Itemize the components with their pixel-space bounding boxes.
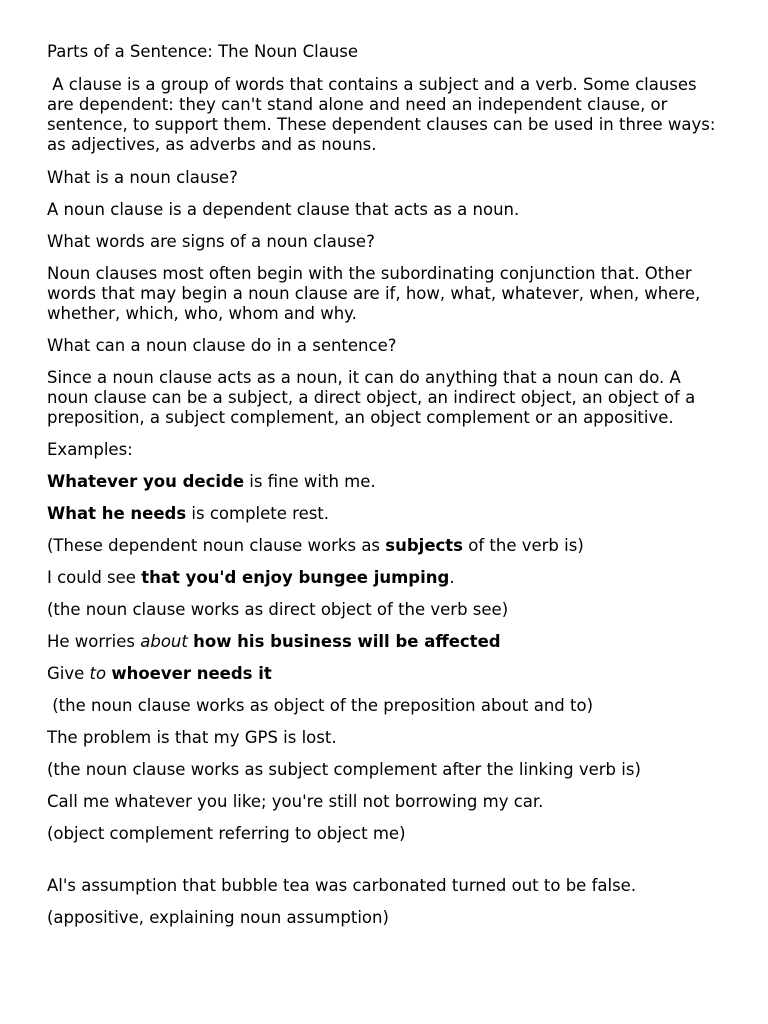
note-6: (appositive, explaining noun assumption) (47, 908, 389, 927)
example-8: Al's assumption that bubble tea was carbonated turned out to be false. (47, 876, 637, 895)
example-3-post: . (449, 568, 455, 587)
example-4-italic: about (140, 632, 188, 651)
note-2: (the noun clause works as direct object of the verb see) (47, 600, 509, 619)
example-5-italic: to (89, 664, 107, 683)
examples-label: Examples: (47, 440, 133, 459)
example-4-clause: how his business will be affected (193, 632, 501, 651)
example-1-clause: Whatever you decide (47, 472, 245, 491)
example-5-pre: Give (47, 664, 90, 683)
example-3-clause: that you'd enjoy bungee jumping (141, 568, 450, 587)
intro-paragraph: A clause is a group of words that contains a subject and a verb. Some clauses are dependent: they can't stand alone and need an independent clause, or sentence, to support them. These dependent clauses can be used in three ways: as adjectives, as adverbs and as nouns. (47, 75, 721, 154)
note-1-post: of the verb is) (463, 536, 584, 555)
example-4 (47, 632, 727, 652)
document-page (47, 42, 727, 940)
example-7: Call me whatever you like; you're still not borrowing my car. (47, 792, 544, 811)
note-3: (the noun clause works as object of the preposition about and to) (47, 696, 594, 715)
example-3-pre: I could see (47, 568, 142, 587)
document-title: Parts of a Sentence: The Noun Clause (47, 42, 359, 61)
note-4: (the noun clause works as subject complement after the linking verb is) (47, 760, 641, 779)
example-3 (47, 568, 727, 588)
example-2 (47, 504, 727, 524)
example-5-clause: whoever needs it (111, 664, 272, 683)
note-1 (47, 536, 727, 556)
question-uses: What can a noun clause do in a sentence? (47, 336, 397, 355)
note-1-bold: subjects (385, 536, 463, 555)
note-1-pre: (These dependent noun clause works as (47, 536, 386, 555)
example-4-pre: He worries (47, 632, 141, 651)
question-what-is: What is a noun clause? (47, 168, 238, 187)
example-6: The problem is that my GPS is lost. (47, 728, 337, 747)
example-5 (47, 664, 727, 684)
answer-what-is: A noun clause is a dependent clause that acts as a noun. (47, 200, 520, 219)
question-signs: What words are signs of a noun clause? (47, 232, 375, 251)
note-5: (object complement referring to object me) (47, 824, 406, 843)
example-1 (47, 472, 727, 492)
answer-uses: Since a noun clause acts as a noun, it can do anything that a noun can do. A noun clause can be a subject, a direct object, an indirect object, an object of a preposition, a subject complement, an object complement or an appositive. (47, 368, 701, 427)
example-2-clause: What he needs (47, 504, 187, 523)
example-2-rest: is complete rest. (186, 504, 330, 523)
example-1-rest: is fine with me. (244, 472, 376, 491)
answer-signs: Noun clauses most often begin with the subordinating conjunction that. Other words that may begin a noun clause are if, how, what, whatever, when, where, whether, which, who, whom and why. (47, 264, 706, 323)
